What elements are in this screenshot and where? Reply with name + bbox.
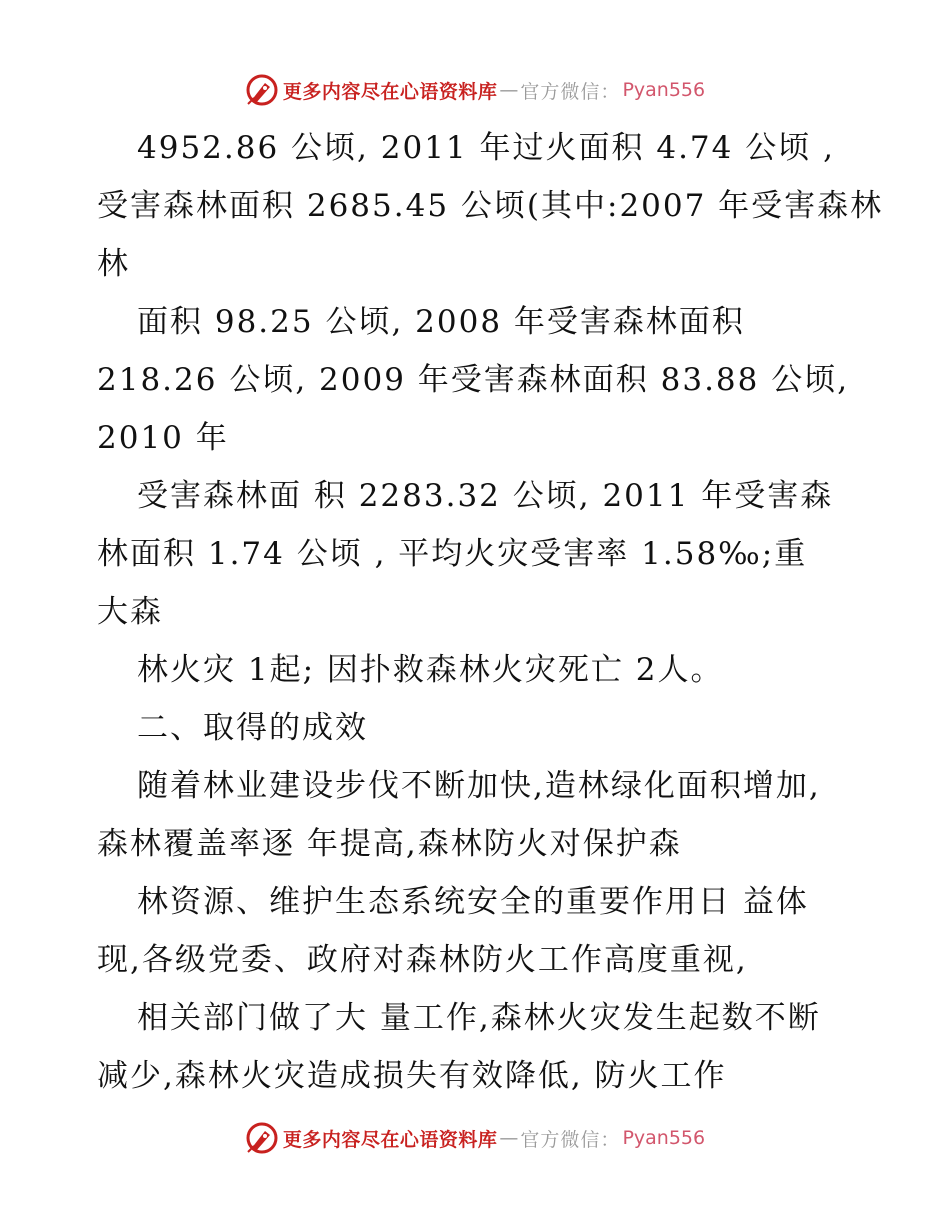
text-line: 受害森林面积 2685.45 公顷(其中:2007 年受害森林 (97, 188, 884, 224)
text-line: 面积 98.25 公顷, 2008 年受害森林面积 (137, 304, 745, 340)
text-line: 现,各级党委、政府对森林防火工作高度重视, (97, 942, 748, 978)
text-line: 相关部门做了大 量工作,森林火灾发生起数不断 (137, 1000, 821, 1036)
banner-title: 更多内容尽在心语资料库 (282, 80, 498, 103)
banner-wechat-id: Pyan556 (622, 79, 706, 101)
banner-wechat-label: 官方微信： (520, 80, 621, 103)
text-line: 2010 年 (97, 420, 229, 456)
footer-banner (0, 1118, 950, 1158)
section-heading: 二、取得的成效 (137, 710, 368, 746)
banner-wechat-label: 官方微信： (520, 1128, 621, 1151)
text-line: 218.26 公顷, 2009 年受害森林面积 83.88 公顷, (97, 362, 850, 398)
text-line: 林 (97, 246, 130, 282)
banner-wechat-id: Pyan556 (622, 1127, 706, 1149)
pen-nib-logo-icon (245, 73, 279, 107)
banner-title: 更多内容尽在心语资料库 (282, 1128, 498, 1151)
text-line: 随着林业建设步伐不断加快,造林绿化面积增加, (137, 768, 821, 804)
text-line: 林面积 1.74 公顷 , 平均火灾受害率 1.58‰;重 (97, 536, 808, 572)
header-banner (0, 70, 950, 110)
text-line: 大森 (97, 594, 163, 630)
document-body (97, 119, 897, 1105)
banner-dash: — (499, 1127, 519, 1149)
banner-dash: — (499, 79, 519, 101)
text-line: 林资源、维护生态系统安全的重要作用日 益体 (137, 884, 809, 920)
pen-nib-logo-icon (245, 1121, 279, 1155)
text-line: 林火灾 1起; 因扑救森林火灾死亡 2人。 (137, 652, 724, 688)
text-line: 4952.86 公顷, 2011 年过火面积 4.74 公顷 , (137, 130, 835, 166)
text-line: 减少,森林火灾造成损失有效降低, 防火工作 (97, 1058, 727, 1094)
text-line: 森林覆盖率逐 年提高,森林防火对保护森 (97, 826, 682, 862)
text-line: 受害森林面 积 2283.32 公顷, 2011 年受害森 (137, 478, 834, 514)
